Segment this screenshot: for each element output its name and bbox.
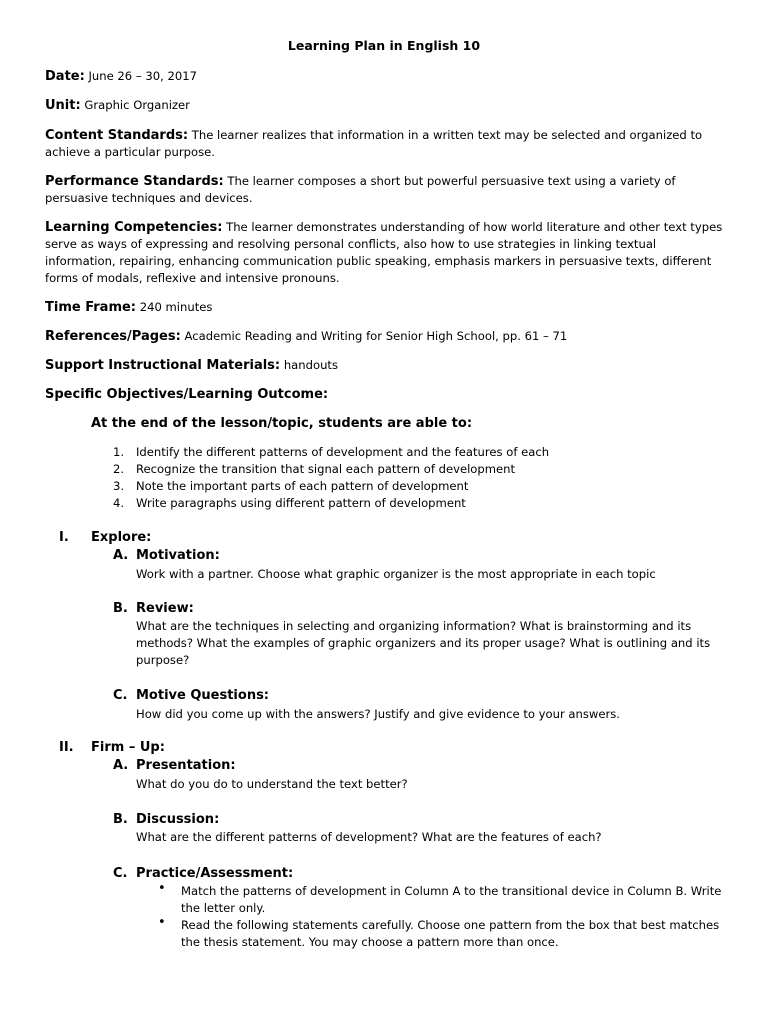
content-standards-label: Content Standards: <box>45 128 189 143</box>
discussion-text: What are the different patterns of development? What are the features of each? <box>136 830 602 844</box>
objective-text: Note the important parts of each pattern of development <box>136 479 469 493</box>
learning-competencies-value: The learner demonstrates understanding of how world literature and other text types serve as ways of expressing and resolving personal conflicts, also how to use strategies in linking textual information, repairing, enhancing communication public speaking, emphasis markers in persuasive texts, different forms of modals, reflexive and intensive pronouns. <box>45 220 723 285</box>
content-standards-field <box>45 127 725 161</box>
subsection-letter: A. <box>113 758 129 773</box>
practice-bullet-text: Match the patterns of development in Column A to the transitional device in Column B. Write the letter only. <box>181 884 722 915</box>
date-label: Date: <box>45 69 85 84</box>
subsection-motive-questions <box>113 688 269 703</box>
subsection-letter: C. <box>113 688 128 703</box>
objective-text: Recognize the transition that signal each pattern of development <box>136 462 516 476</box>
objective-number: 1. <box>113 445 125 459</box>
subsection-letter: B. <box>113 812 128 827</box>
date-field <box>45 68 725 85</box>
objective-item <box>113 445 549 459</box>
subsection-review <box>113 601 194 616</box>
materials-value: handouts <box>283 358 338 372</box>
objective-text: Write paragraphs using different pattern of development <box>136 496 466 510</box>
subsection-title: Motive Questions: <box>136 688 270 703</box>
learning-competencies-label: Learning Competencies: <box>45 220 223 235</box>
performance-standards-field <box>45 173 725 207</box>
subsection-presentation <box>113 758 236 773</box>
materials-field <box>45 357 725 374</box>
presentation-text: What do you do to understand the text better? <box>136 777 408 791</box>
subsection-title: Practice/Assessment: <box>136 866 294 881</box>
objectives-intro: At the end of the lesson/topic, students are able to: <box>91 416 473 431</box>
subsection-title: Motivation: <box>136 548 220 563</box>
time-frame-value: 240 minutes <box>139 300 213 314</box>
objectives-heading: Specific Objectives/Learning Outcome: <box>45 387 329 402</box>
content-standards-value: The learner realizes that information in a written text may be selected and organized to achieve a particular purpose. <box>45 128 703 159</box>
motive-questions-text: How did you come up with the answers? Justify and give evidence to your answers. <box>136 707 620 721</box>
subsection-title: Review: <box>136 601 194 616</box>
subsection-discussion <box>113 812 219 827</box>
learning-competencies-field <box>45 219 725 287</box>
references-field <box>45 328 725 345</box>
subsection-title: Presentation: <box>136 758 236 773</box>
subsection-title: Discussion: <box>136 812 220 827</box>
performance-standards-label: Performance Standards: <box>45 174 224 189</box>
section-numeral: I. <box>59 530 69 545</box>
time-frame-field <box>45 299 725 316</box>
objective-number: 3. <box>113 479 125 493</box>
materials-label: Support Instructional Materials: <box>45 358 281 373</box>
page-title: Learning Plan in English 10 <box>287 38 481 53</box>
bullet-icon: • <box>158 915 166 930</box>
section-title-firm-up: Firm – Up: <box>91 740 165 755</box>
practice-bullet-text: Read the following statements carefully. Choose one pattern from the box that best matches the thesis statement. You may choose a pattern more than once. <box>181 918 720 949</box>
section-title-explore: Explore: <box>91 530 152 545</box>
unit-label: Unit: <box>45 98 81 113</box>
objective-number: 2. <box>113 462 125 476</box>
review-text: What are the techniques in selecting and organizing information? What is brainstorming and its methods? What the examples of graphic organizers and its proper usage? What is outlining and its purpose? <box>136 619 711 667</box>
objective-item <box>113 462 515 476</box>
objective-item <box>113 496 466 510</box>
subsection-practice-assessment <box>113 866 293 881</box>
subsection-motivation <box>113 548 220 563</box>
objective-text: Identify the different patterns of development and the features of each <box>136 445 550 459</box>
performance-standards-value: The learner composes a short but powerful persuasive text using a variety of persuasive techniques and devices. <box>45 174 676 205</box>
section-numeral: II. <box>59 740 74 755</box>
bullet-icon: • <box>158 881 166 896</box>
subsection-letter: B. <box>113 601 128 616</box>
objective-number: 4. <box>113 496 125 510</box>
objective-item <box>113 479 468 493</box>
subsection-letter: A. <box>113 548 129 563</box>
date-value: June 26 – 30, 2017 <box>88 69 197 83</box>
subsection-letter: C. <box>113 866 128 881</box>
references-label: References/Pages: <box>45 329 181 344</box>
references-value: Academic Reading and Writing for Senior High School, pp. 61 – 71 <box>184 329 568 343</box>
unit-value: Graphic Organizer <box>84 98 190 112</box>
motivation-text: Work with a partner. Choose what graphic organizer is the most appropriate in each topic <box>136 567 656 581</box>
time-frame-label: Time Frame: <box>45 300 137 315</box>
unit-field <box>45 97 725 114</box>
